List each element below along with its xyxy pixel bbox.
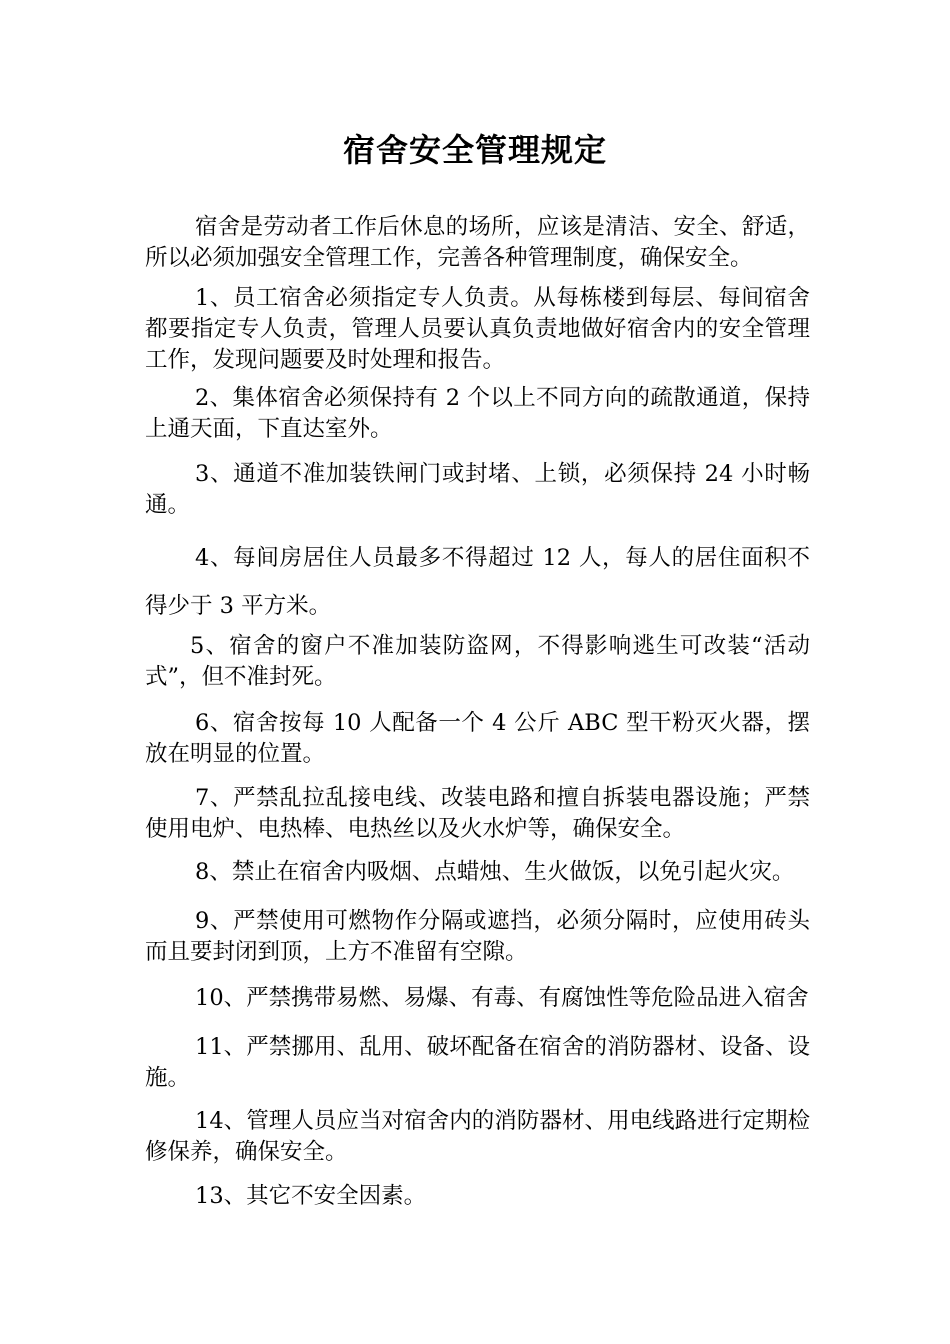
paragraph-item-3: 3、通道不准加装铁闸门或封堵、上锁，必须保持 24 小时畅通。: [145, 461, 810, 518]
paragraph-item-14: 14、管理人员应当对宿舍内的消防器材、用电线路进行定期检修保养，确保安全。: [145, 1108, 810, 1165]
paragraph-item-6: 6、宿舍按每 10 人配备一个 4 公斤 ABC 型干粉灭火器，摆放在明显的位置。: [145, 710, 810, 767]
paragraph-item-8: 8、禁止在宿舍内吸烟、点蜡烛、生火做饭，以免引起火灾。: [195, 859, 795, 885]
paragraph-item-13: 13、其它不安全因素。: [195, 1183, 427, 1209]
paragraph-item-4: 4、每间房居住人员最多不得超过 12 人，每人的居住面积不得少于 3 平方米。: [145, 545, 810, 619]
paragraph-item-9: 9、严禁使用可燃物作分隔或遮挡，必须分隔时，应使用砖头而且要封闭到顶，上方不准留有空隙。: [145, 908, 810, 965]
paragraph-item-2: 2、集体宿舍必须保持有 2 个以上不同方向的疏散通道，保持上通天面，下直达室外。: [145, 385, 810, 442]
paragraph-intro: 宿舍是劳动者工作后休息的场所，应该是清洁、安全、舒适，所以必须加强安全管理工作，完善各种管理制度，确保安全。: [145, 214, 810, 271]
paragraph-item-1: 1、员工宿舍必须指定专人负责。从每栋楼到每层、每间宿舍都要指定专人负责，管理人员要认真负责地做好宿舍内的安全管理工作，发现问题要及时处理和报告。: [145, 285, 810, 373]
paragraph-item-5: 5、宿舍的窗户不准加装防盗网，不得影响逃生可改装“活动式”，但不准封死。: [145, 633, 810, 690]
document-title: 宿舍安全管理规定: [342, 131, 607, 169]
paragraph-item-10: 10、严禁携带易燃、易爆、有毒、有腐蚀性等危险品进入宿舍: [195, 985, 809, 1011]
paragraph-item-11: 11、严禁挪用、乱用、破坏配备在宿舍的消防器材、设备、设施。: [145, 1034, 810, 1091]
paragraph-item-7: 7、严禁乱拉乱接电线、改装电路和擅自拆装电器设施；严禁使用电炉、电热棒、电热丝以及火水炉等，确保安全。: [145, 785, 810, 842]
